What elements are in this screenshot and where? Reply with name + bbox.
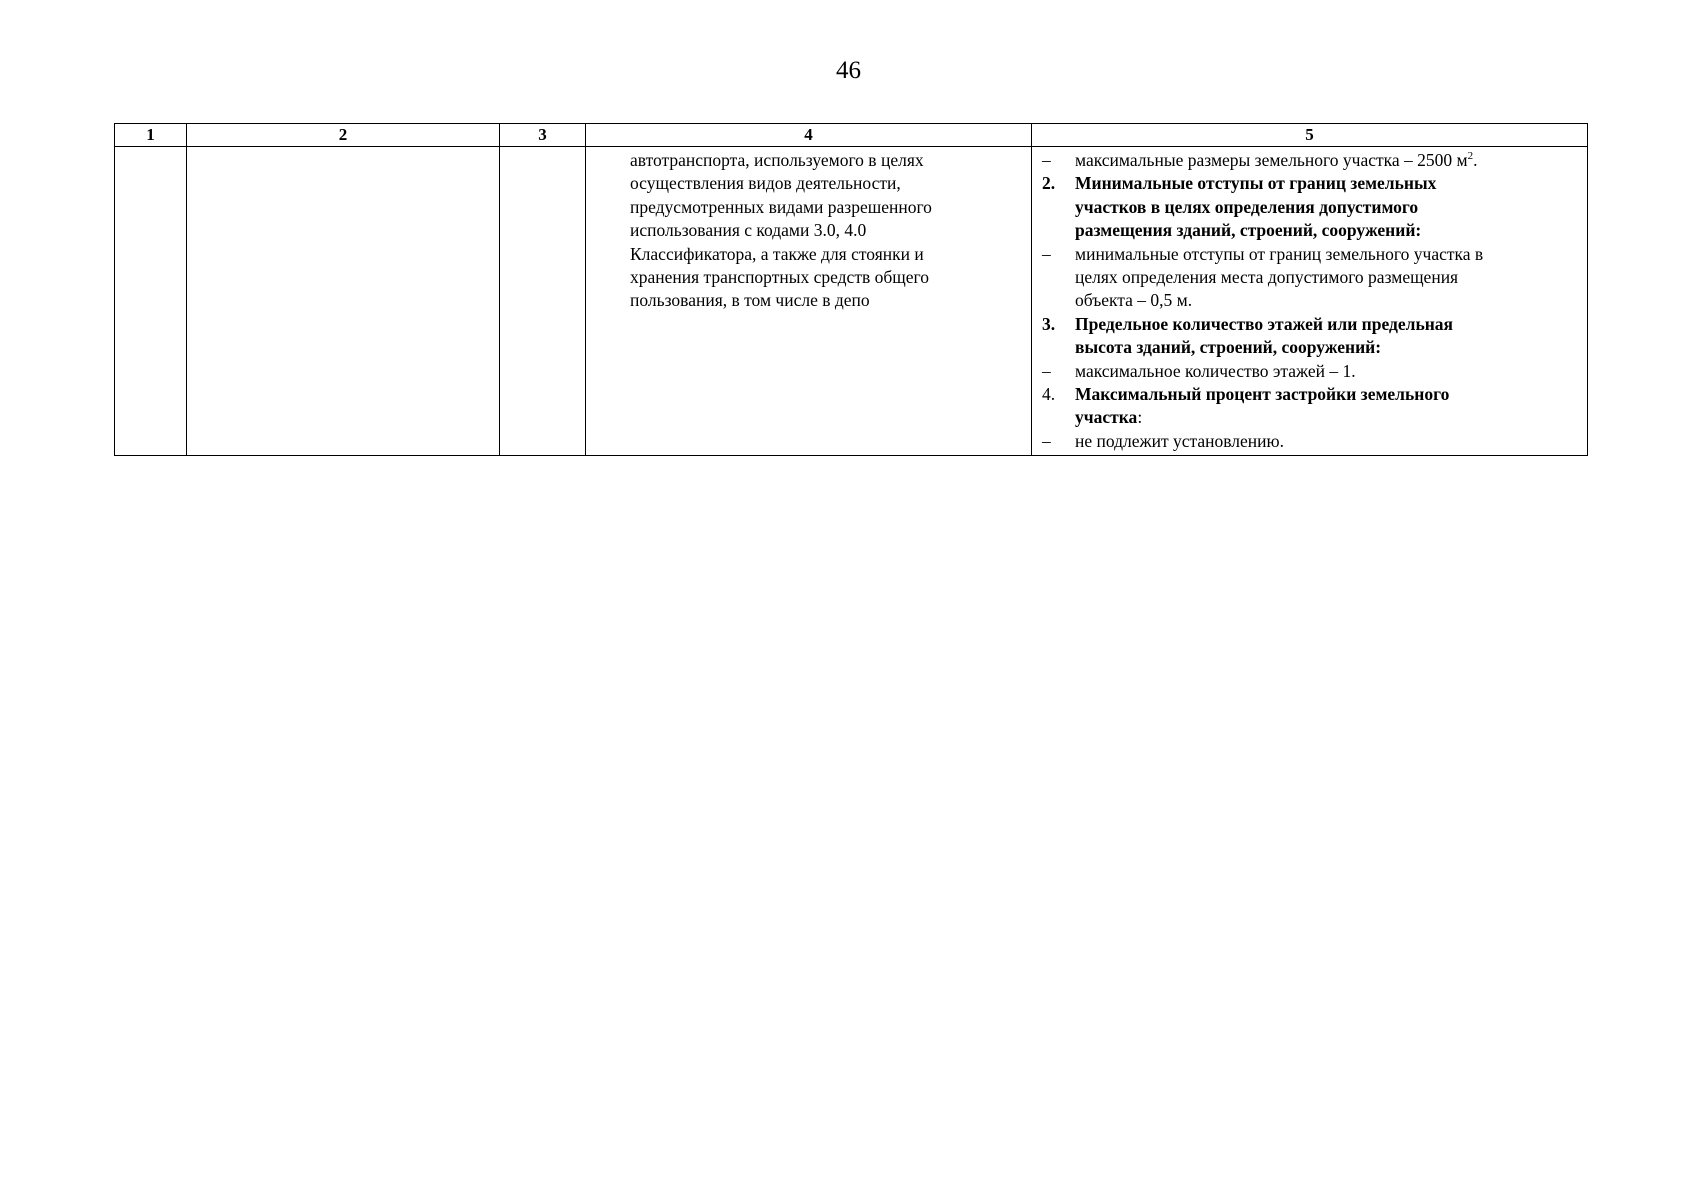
list-item-floors	[1042, 360, 1583, 383]
heading-line: Максимальный процент застройки земельного	[1075, 384, 1450, 405]
list-item-setback	[1042, 243, 1583, 313]
superscript: 2	[1467, 150, 1474, 163]
use-description-line: осуществления видов деятельности,	[630, 173, 901, 194]
list-item-line: не подлежит установлению.	[1075, 430, 1284, 451]
list-item-text	[1075, 430, 1583, 453]
heading-line: Минимальные отступы от границ земельных	[1075, 173, 1437, 194]
column-header-5: 5	[1032, 124, 1588, 147]
cell-col5	[1032, 147, 1588, 456]
list-item-line: объекта – 0,5 м.	[1075, 290, 1193, 311]
heading-text	[1075, 383, 1583, 430]
heading-number: 4.	[1042, 384, 1056, 405]
heading-line-bold: участка	[1075, 407, 1138, 428]
cell-col4	[586, 147, 1032, 456]
table-header-row	[115, 124, 1588, 147]
list-item-line	[1075, 149, 1583, 172]
cell-col3	[500, 147, 586, 456]
use-description-line: автотранспорта, используемого в целях	[630, 150, 924, 170]
section-heading-2	[1042, 172, 1583, 242]
list-item-max-size	[1042, 149, 1583, 172]
heading-line	[1075, 406, 1583, 429]
column-header-1: 1	[115, 124, 187, 147]
regulations-table	[114, 123, 1588, 456]
use-description-line: пользования, в том числе в депо	[630, 290, 870, 311]
list-item-line: минимальные отступы от границ земельного участка в	[1075, 243, 1484, 264]
list-item-line: целях определения места допустимого размещения	[1075, 267, 1459, 288]
parameters-list	[1032, 147, 1587, 453]
use-description-line: хранения транспортных средств общего	[630, 267, 929, 288]
column-header-3: 3	[500, 124, 586, 147]
heading-line: размещения зданий, строений, сооружений:	[1075, 220, 1422, 241]
dash-marker: –	[1042, 360, 1051, 381]
list-item-text	[1075, 243, 1583, 313]
column-header-4: 4	[586, 124, 1032, 147]
use-description-line: Классификатора, а также для стоянки и	[630, 243, 924, 264]
heading-line: участков в целях определения допустимого	[1075, 196, 1419, 217]
heading-line: высота зданий, строений, сооружений:	[1075, 337, 1382, 358]
list-item-text	[1075, 360, 1583, 383]
list-item-text	[1075, 149, 1583, 172]
dash-marker: –	[1042, 150, 1051, 170]
list-item-coverage	[1042, 430, 1583, 453]
list-item-line: максимальное количество этажей – 1.	[1075, 360, 1356, 381]
use-description	[586, 147, 1031, 313]
heading-text	[1075, 172, 1583, 242]
cell-col1	[115, 147, 187, 456]
use-description-line: использования с кодами 3.0, 4.0	[630, 220, 867, 241]
dash-marker: –	[1042, 430, 1051, 451]
heading-text	[1075, 313, 1583, 360]
column-header-2: 2	[187, 124, 500, 147]
section-heading-4	[1042, 383, 1583, 430]
heading-number: 2.	[1042, 173, 1056, 194]
cell-col2	[187, 147, 500, 456]
dash-marker: –	[1042, 243, 1051, 264]
section-heading-3	[1042, 313, 1583, 360]
table-row	[115, 147, 1588, 456]
heading-number: 3.	[1042, 313, 1056, 334]
heading-line-tail: :	[1137, 407, 1143, 428]
max-size-tail: .	[1473, 150, 1478, 170]
page-number: 46	[836, 57, 861, 84]
max-size-text: максимальные размеры земельного участка – 2500 м	[1075, 150, 1468, 170]
use-description-line: предусмотренных видами разрешенного	[630, 196, 932, 217]
heading-line: Предельное количество этажей или предельная	[1075, 313, 1454, 334]
